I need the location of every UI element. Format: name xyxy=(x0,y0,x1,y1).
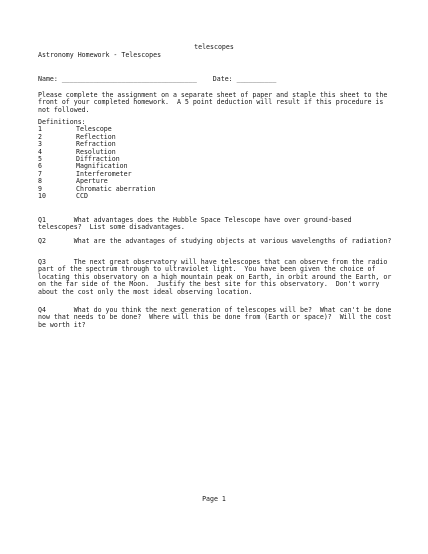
definition-item xyxy=(38,193,155,200)
definition-number: 8 xyxy=(38,177,42,186)
instructions-text: Please complete the assignment on a separate sheet of paper and staple this sheet to the front of your completed homework. A 5 point deduction will result if this procedure is not followed. xyxy=(38,91,392,114)
definition-term: Diffraction xyxy=(76,155,120,164)
definition-number: 7 xyxy=(38,169,42,178)
question-label: Q1 xyxy=(38,216,46,224)
definition-number: 10 xyxy=(38,192,46,201)
definition-number: 5 xyxy=(38,155,42,164)
definition-term: Chromatic aberration xyxy=(76,184,156,193)
definition-number: 6 xyxy=(38,162,42,171)
definition-term: CCD xyxy=(76,192,88,201)
definition-number: 2 xyxy=(38,132,42,141)
definition-term: Magnification xyxy=(76,162,128,171)
date-field: Date: __________ xyxy=(212,75,277,83)
document-title: telescopes xyxy=(194,43,234,51)
question-3 xyxy=(38,259,398,296)
question-text: What are the advantages of studying objects at various wavelengths of radiation? xyxy=(73,237,392,245)
name-date-line xyxy=(38,76,276,83)
question-text: The next great observatory will have telescopes that can observe from the radio part of the spectrum through to ultraviolet light. You have been given the choice of locating this observatory on a high mountain peak on Earth, in orbit around the Earth, or on the far side of the Moon. Justify the best site for this observatory. Don't worry about the cost only the most ideal observing location. xyxy=(38,258,396,296)
definition-term: Refraction xyxy=(76,140,116,149)
definition-term: Aperture xyxy=(76,177,108,186)
definition-number: 1 xyxy=(38,125,42,134)
definitions-heading: Definitions: xyxy=(38,118,86,126)
question-label: Q4 xyxy=(38,306,46,314)
question-2 xyxy=(38,238,398,245)
definition-item xyxy=(38,186,155,193)
question-4 xyxy=(38,307,398,329)
question-text: What advantages does the Hubble Space Telescope have over ground-based telescopes? List some disadvantages. xyxy=(38,216,356,232)
name-field: Name: __________________________________ xyxy=(38,75,197,83)
page-number: Page 1 xyxy=(202,495,226,503)
question-text: What do you think the next generation of telescopes will be? What can't be done now that needs to be done? Where will this be done from (Earth or space)? Will the cost be worth it? xyxy=(38,306,396,329)
definition-number: 3 xyxy=(38,140,42,149)
question-1 xyxy=(38,217,398,232)
definition-term: Resolution xyxy=(76,147,116,156)
question-label: Q3 xyxy=(38,258,46,266)
definition-term: Telescope xyxy=(76,125,112,134)
definitions-list xyxy=(38,119,155,200)
definition-term: Reflection xyxy=(76,132,116,141)
definition-number: 9 xyxy=(38,184,42,193)
definition-term: Interferometer xyxy=(76,169,132,178)
document-subtitle: Astronomy Homework - Telescopes xyxy=(38,51,162,59)
question-label: Q2 xyxy=(38,237,46,245)
definition-number: 4 xyxy=(38,147,42,156)
